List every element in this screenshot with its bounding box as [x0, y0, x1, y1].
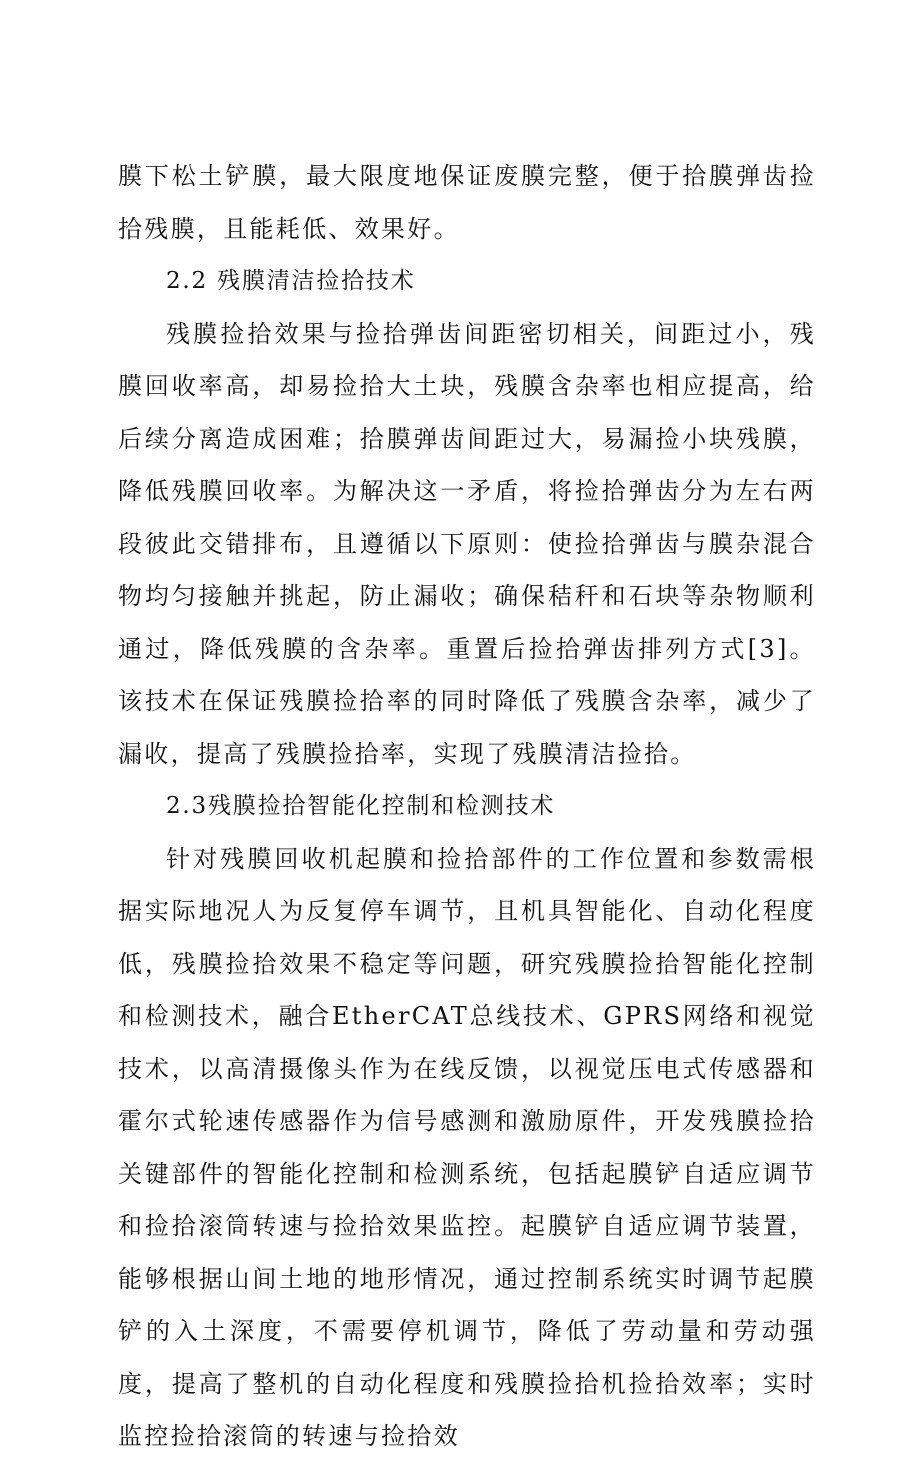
section-heading-2-3: 2.3残膜捡拾智能化控制和检测技术 — [166, 793, 556, 819]
section-heading-2-2: 2.2 残膜清洁捡拾技术 — [166, 268, 416, 294]
paragraph-2-2: 残膜捡拾效果与捡拾弹齿间距密切相关，间距过小，残膜回收率高，却易捡拾大土块，残膜含杂率也相应提高，给后续分离造成困难；拾膜弹齿间距过大，易漏捡小块残膜，降低残膜回收率。为解决这一矛盾，将捡拾弹齿分为左右两段彼此交错排布，且遵循以下原则：使捡拾弹齿与膜杂混合物均匀接触并挑起，防止漏收；确保秸秆和石块等杂物顺利通过，降低残膜的含杂率。重置后捡拾弹齿排列方式[3]。该技术在保证残膜捡拾率的同时降低了残膜含杂率，减少了漏收，提高了残膜捡拾率，实现了残膜清洁捡拾。 — [118, 319, 816, 768]
paragraph-continued: 膜下松土铲膜，最大限度地保证废膜完整，便于拾膜弹齿捡拾残膜，且能耗低、效果好。 — [118, 162, 816, 243]
paragraph-2-3: 针对残膜回收机起膜和捡拾部件的工作位置和参数需根据实际地况人为反复停车调节，且机具智能化、自动化程度低，残膜捡拾效果不稳定等问题，研究残膜捡拾智能化控制和检测技术，融合EtherCAT总线技术、GPRS网络和视觉技术，以高清摄像头作为在线反馈，以视觉压电式传感器和霍尔式轮速传感器作为信号感测和激励原件，开发残膜捡拾关键部件的智能化控制和检测系统，包括起膜铲自适应调节和捡拾滚筒转速与捡拾效果监控。起膜铲自适应调节装置，能够根据山间土地的地形情况，通过控制系统实时调节起膜铲的入土深度，不需要停机调节，降低了劳动量和劳动强度，提高了整机的自动化程度和残膜捡拾机捡拾效率；实时监控捡拾滚筒的转速与捡拾效 — [118, 844, 816, 1450]
